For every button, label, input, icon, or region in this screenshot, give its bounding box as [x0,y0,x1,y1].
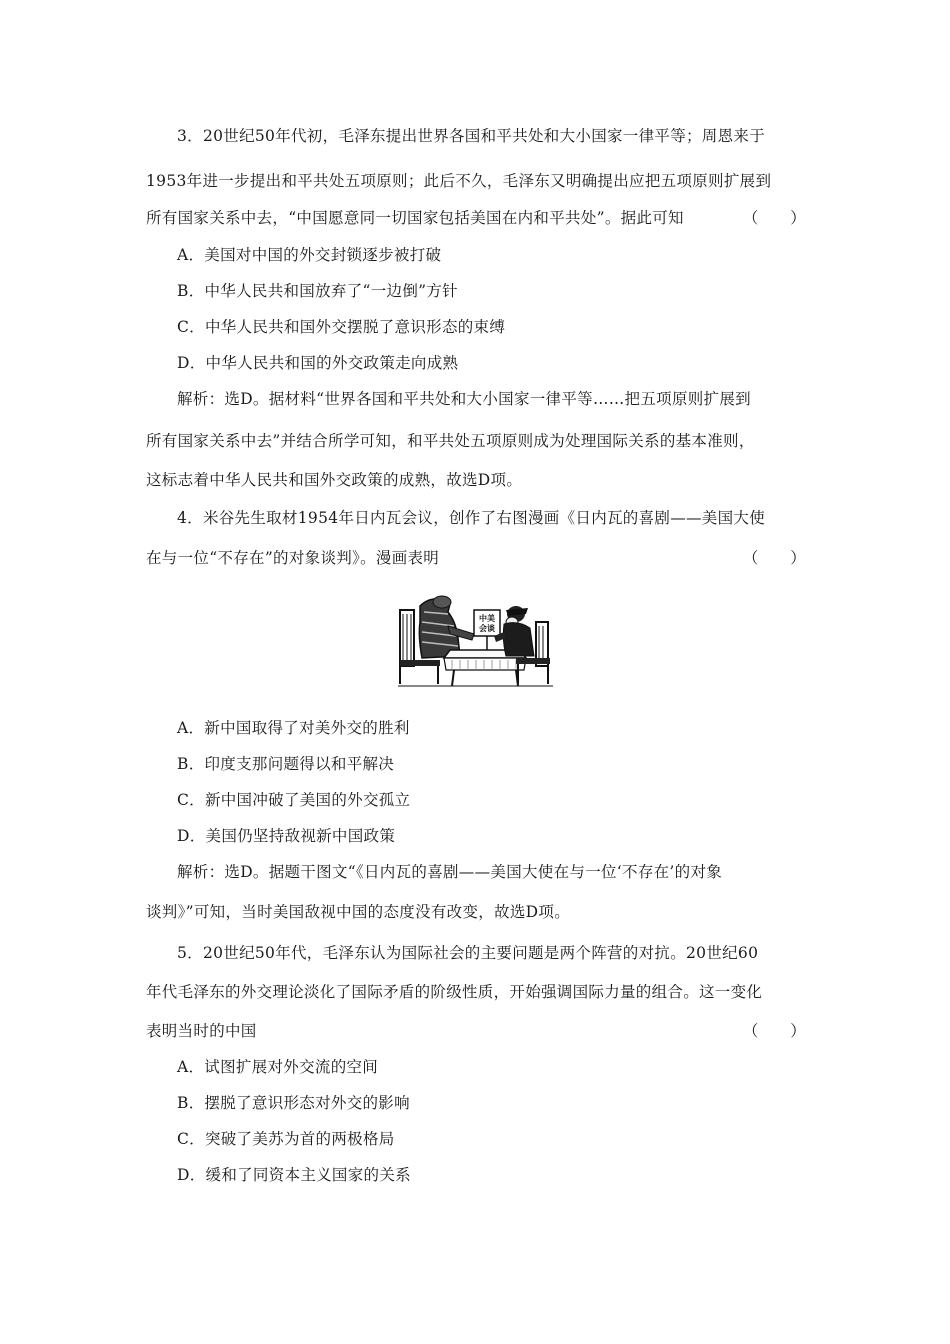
q5-stem-text: 表明当时的中国 [146,1022,257,1040]
q4-analysis-line-2: 谈判》”可知，当时美国敌视中国的态度没有改变，故选D项。 [146,903,571,921]
q3-analysis-line-3: 这标志着中华人民共和国外交政策的成熟，故选D项。 [146,471,523,489]
sign-line-1: 中美 [479,614,495,623]
q4-option-b: B．印度支那问题得以和平解决 [177,755,395,773]
q4-option-c: C．新中国冲破了美国的外交孤立 [177,791,411,809]
q5-answer-paren: （ ） [742,1022,806,1040]
q4-stem-line-2 [146,548,806,568]
q5-option-b: B．摆脱了意识形态对外交的影响 [177,1094,410,1112]
q3-stem-line-2: 1953年进一步提出和平共处五项原则；此后不久，毛泽东又明确提出应把五项原则扩展到 [146,172,772,190]
q5-option-c: C．突破了美苏为首的两极格局 [177,1130,395,1148]
q4-stem-text: 在与一位“不存在”的对象谈判》。漫画表明 [146,549,440,567]
geneva-cartoon-image [398,592,553,688]
q5-option-a: A．试图扩展对外交流的空间 [177,1058,379,1076]
q3-stem-line-3 [146,208,806,228]
q4-option-a: A．新中国取得了对美外交的胜利 [177,719,410,737]
q4-option-d: D．美国仍坚持敌视新中国政策 [177,827,396,845]
q3-stem-text: 所有国家关系中去，“中国愿意同一切国家包括美国在内和平共处”。据此可知 [146,209,684,227]
q3-analysis-line-2: 所有国家关系中去”并结合所学可知，和平共处五项原则成为处理国际关系的基本准则， [146,432,755,450]
q5-option-d: D．缓和了同资本主义国家的关系 [177,1166,411,1184]
q3-option-a: A．美国对中国的外交封锁逐步被打破 [177,246,442,264]
q5-stem-line-2: 年代毛泽东的外交理论淡化了国际矛盾的阶级性质，开始强调国际力量的组合。这一变化 [146,983,763,1001]
q3-option-b: B．中华人民共和国放弃了“一边倒”方针 [177,282,458,300]
q4-answer-paren: （ ） [742,549,806,567]
q3-analysis-line-1: 解析：选D。据材料“世界各国和平共处和大小国家一律平等……把五项原则扩展到 [177,390,751,408]
q3-answer-paren: （ ） [742,209,806,227]
q4-stem-line-1: 4．米谷先生取材1954年日内瓦会议，创作了右图漫画《日内瓦的喜剧——美国大使 [177,509,766,527]
q3-stem-line-1: 3．20世纪50年代初，毛泽东提出世界各国和平共处和大小国家一律平等；周恩来于 [177,127,766,145]
q5-stem-line-3 [146,1021,806,1041]
sign-line-2: 会谈 [479,624,495,633]
q5-stem-line-1: 5．20世纪50年代，毛泽东认为国际社会的主要问题是两个阵营的对抗。20世纪60 [177,944,759,962]
q3-option-c: C．中华人民共和国外交摆脱了意识形态的束缚 [177,318,506,336]
q4-analysis-line-1: 解析：选D。据题干图文“《日内瓦的喜剧——美国大使在与一位‘不存在’的对象 [177,863,723,881]
q3-option-d: D．中华人民共和国的外交政策走向成熟 [177,354,459,372]
